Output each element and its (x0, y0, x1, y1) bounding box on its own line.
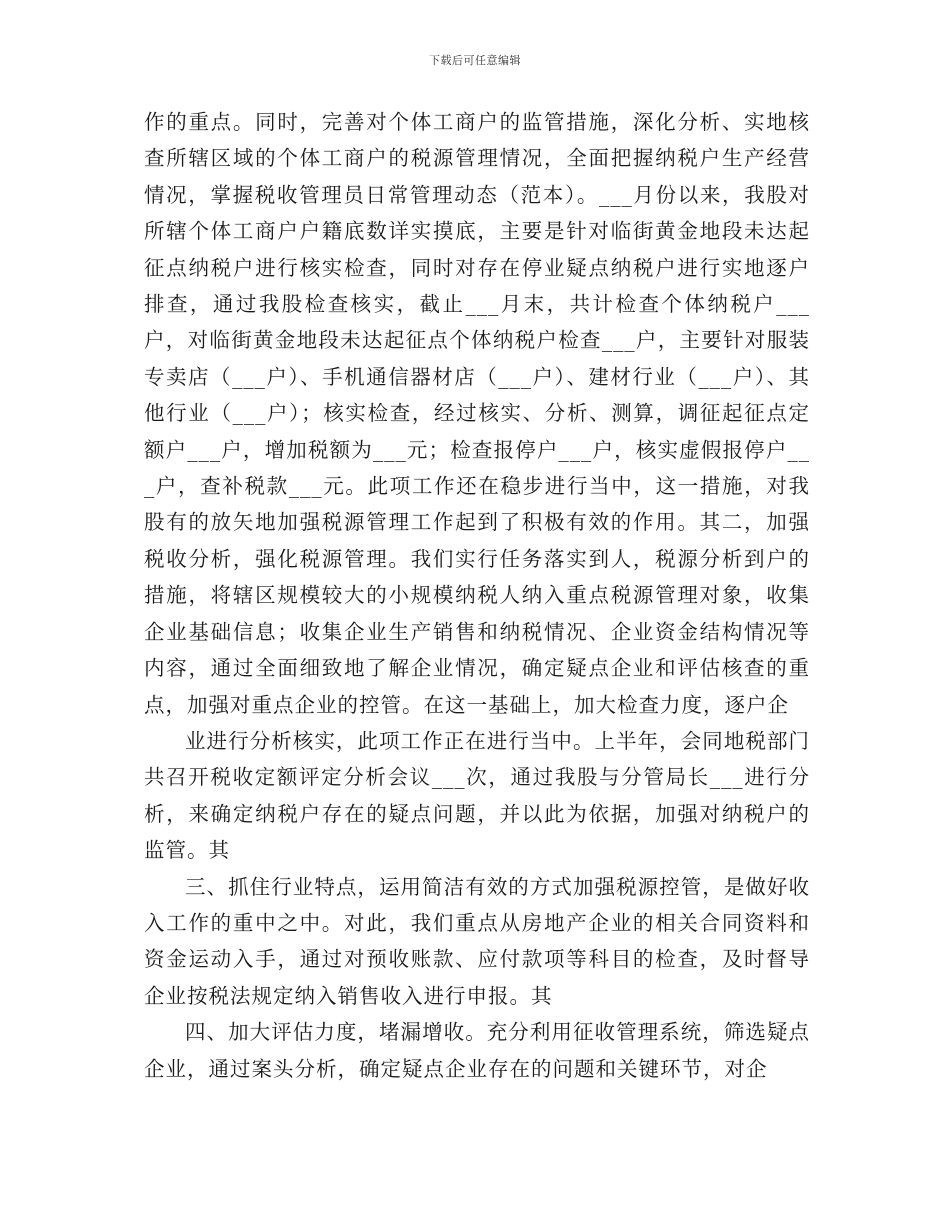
paragraph-1: 作的重点。同时，完善对个体工商户的监管措施，深化分析、实地核查所辖区域的个体工商户的税源管理情况，全面把握纳税户生产经营情况，掌握税收管理员日常管理动态（范本）。___月份以来，我股对所辖个体工商户户籍底数详实摸底，主要是针对临街黄金地段未达起征点纳税户进行核实检查，同时对存在停业疑点纳税户进行实地逐户排查，通过我股检查核实，截止___月末，共计检查个体纳税户___户，对临街黄金地段未达起征点个体纳税户检查___户，主要针对服装专卖店（___户）、手机通信器材店（___户）、建材行业（___户）、其他行业（___户）；核实检查，经过核实、分析、测算，调征起征点定额户___户，增加税额为___元；检查报停户___户，核实虚假报停户___户，查补税款___元。此项工作还在稳步进行当中，这一措施，对我股有的放矢地加强税源管理工作起到了积极有效的作用。其二，加强税收分析，强化税源管理。我们实行任务落实到人，税源分析到户的措施，将辖区规模较大的小规模纳税人纳入重点税源管理对象，收集企业基础信息；收集企业生产销售和纳税情况、企业资金结构情况等内容，通过全面细致地了解企业情况，确定疑点企业和评估核查的重点，加强对重点企业的控管。在这一基础上，加大检查力度，逐户企 (144, 110, 810, 717)
paragraph-3: 三、抓住行业特点，运用简洁有效的方式加强税源控管，是做好收入工作的重中之中。对此，我们重点从房地产企业的相关合同资料和资金运动入手，通过对预收账款、应付款项等科目的检查，及时督导企业按税法规定纳入销售收入进行申报。其 (144, 874, 810, 1008)
document-body (144, 104, 810, 1087)
paragraph-2: 业进行分析核实，此项工作正在进行当中。上半年，会同地税部门共召开税收定额评定分析会议___次，通过我股与分管局长___进行分析，来确定纳税户存在的疑点问题，并以此为依据，加强对纳税户的监管。其 (144, 728, 810, 863)
paragraph-4: 四、加大评估力度，堵漏增收。充分利用征收管理系统，筛选疑点企业，通过案头分析，确定疑点企业存在的问题和关键环节，对企 (144, 1020, 810, 1081)
page-header: 下载后可任意编辑 (429, 54, 521, 67)
